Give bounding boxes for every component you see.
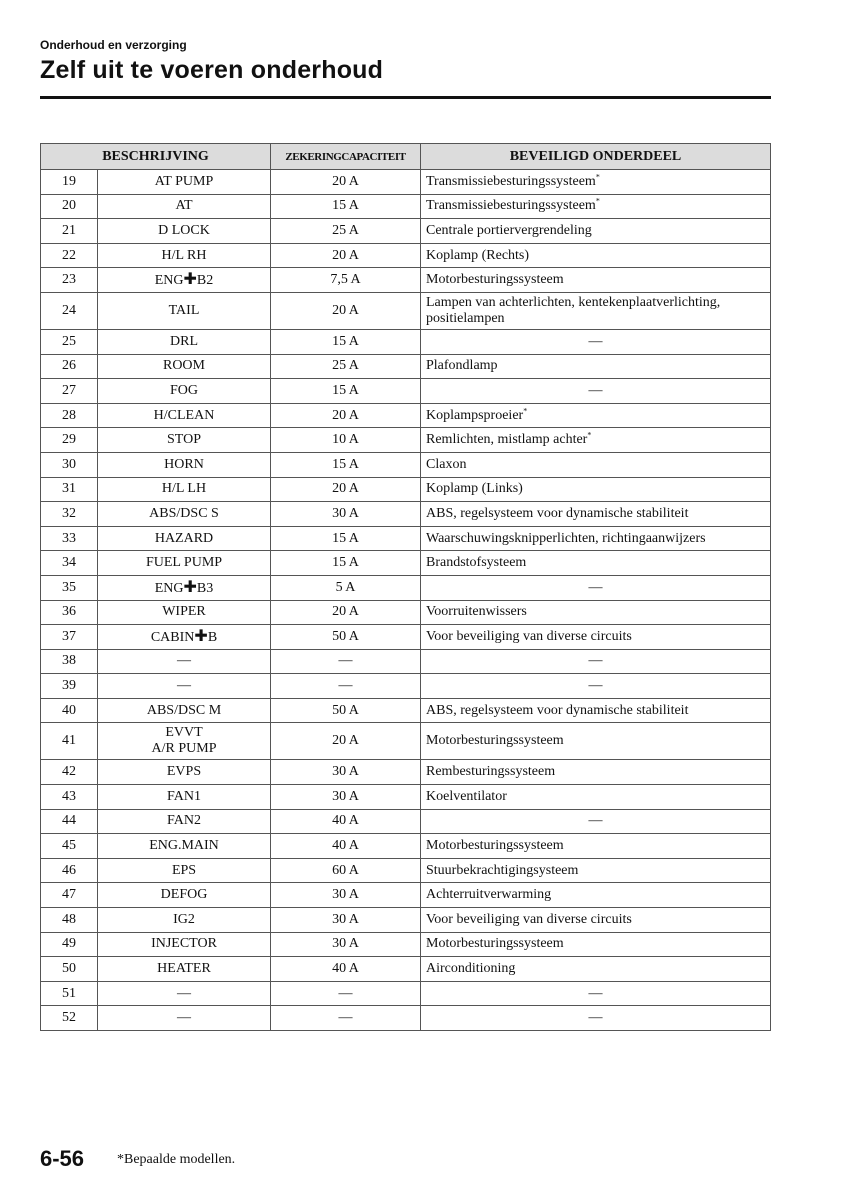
- protected-part: [421, 292, 771, 329]
- fuse-number: 24: [41, 292, 98, 329]
- fuse-description-line: INJECTOR: [151, 936, 217, 952]
- protected-part: [421, 268, 771, 293]
- protected-part: [421, 883, 771, 908]
- fuse-description: [98, 957, 271, 982]
- fuse-description: [98, 452, 271, 477]
- fuse-number: 35: [41, 575, 98, 600]
- fuse-capacity: 15 A: [271, 194, 421, 219]
- protected-part-line: [426, 912, 770, 928]
- table-row: [41, 908, 771, 933]
- protected-part: [421, 194, 771, 219]
- fuse-description: [98, 379, 271, 404]
- protected-part-text: Rembesturingssysteem: [426, 764, 556, 780]
- fuse-capacity: —: [271, 674, 421, 699]
- protected-part: [421, 428, 771, 453]
- protected-part-text: Motorbesturingssysteem: [426, 733, 564, 749]
- fuse-description: [98, 329, 271, 354]
- fuse-description-line: DRL: [170, 333, 198, 349]
- fuse-capacity: 40 A: [271, 957, 421, 982]
- footnote: *Bepaalde modellen.: [117, 1152, 236, 1167]
- protected-part-line: [426, 629, 770, 645]
- protected-part-line: [426, 405, 770, 424]
- fuse-description-line: EPS: [171, 862, 197, 878]
- protected-part-line: [426, 887, 770, 903]
- fuse-description-line: ENG✚B3: [154, 576, 214, 596]
- protected-part-text: Motorbesturingssysteem: [426, 838, 564, 854]
- protected-part-text: Koelventilator: [426, 788, 507, 804]
- fuse-capacity: 7,5 A: [271, 268, 421, 293]
- fuse-number: 27: [41, 379, 98, 404]
- fuse-capacity: 15 A: [271, 329, 421, 354]
- fuse-description: [98, 170, 271, 195]
- table-row: [41, 981, 771, 1006]
- protected-part: [421, 551, 771, 576]
- fuse-capacity: 5 A: [271, 575, 421, 600]
- protected-part-line: [426, 531, 770, 547]
- protected-part-line: [426, 961, 770, 977]
- fuse-description: [98, 809, 271, 834]
- table-row: [41, 625, 771, 650]
- fuse-description-line: AT PUMP: [154, 173, 214, 189]
- fuse-description: [98, 674, 271, 699]
- fuse-capacity: 40 A: [271, 809, 421, 834]
- protected-part-text: —: [588, 382, 603, 398]
- protected-part-line: [426, 506, 770, 522]
- protected-part-text: Motorbesturingssysteem: [426, 936, 564, 952]
- fuse-capacity: 10 A: [271, 428, 421, 453]
- table-row: [41, 194, 771, 219]
- protected-part-line: [426, 457, 770, 473]
- protected-part: [421, 452, 771, 477]
- protected-part-line: [426, 198, 770, 214]
- table-row: [41, 292, 771, 329]
- fuse-number: 31: [41, 477, 98, 502]
- fuse-capacity: 20 A: [271, 477, 421, 502]
- protected-part-line: [421, 986, 770, 1002]
- fuse-capacity: 30 A: [271, 502, 421, 527]
- table-row: [41, 575, 771, 600]
- fuse-number: 47: [41, 883, 98, 908]
- protected-part: [421, 723, 771, 760]
- fuse-number: 34: [41, 551, 98, 576]
- fuse-number: 36: [41, 600, 98, 625]
- table-row: [41, 600, 771, 625]
- fuse-number: 37: [41, 625, 98, 650]
- fuse-description-line: HAZARD: [154, 530, 214, 546]
- protected-part: [421, 809, 771, 834]
- protected-part: [421, 858, 771, 883]
- fuse-description-line: TAIL: [168, 302, 200, 318]
- protected-part-line: [426, 223, 770, 239]
- protected-part-line: [426, 295, 770, 311]
- fuse-description: [98, 243, 271, 268]
- fuse-capacity: 15 A: [271, 551, 421, 576]
- fuse-description: [98, 551, 271, 576]
- fuse-number: 33: [41, 526, 98, 551]
- protected-part-text: Koplampsproeier: [426, 407, 524, 423]
- fuse-description-line: EVPS: [166, 764, 202, 780]
- table-header-row: [41, 144, 771, 170]
- footnote-asterisk: *: [587, 430, 592, 440]
- fuse-description: [98, 219, 271, 244]
- fuse-number: 44: [41, 809, 98, 834]
- table-row: [41, 883, 771, 908]
- fuse-description: [98, 502, 271, 527]
- protected-part: [421, 219, 771, 244]
- fuse-number: 20: [41, 194, 98, 219]
- protected-part-line: [426, 789, 770, 805]
- table-row: [41, 809, 771, 834]
- fuse-description-line: DEFOG: [160, 887, 208, 903]
- table-row: [41, 649, 771, 674]
- protected-part: [421, 760, 771, 785]
- protected-part: [421, 477, 771, 502]
- protected-part-text: Transmissiebesturingssysteem: [426, 198, 596, 214]
- column-header-description: BESCHRIJVING: [41, 144, 271, 170]
- fuse-capacity: —: [271, 1006, 421, 1031]
- table-row: [41, 834, 771, 859]
- fuse-description: [98, 785, 271, 810]
- protected-part-line: [421, 580, 770, 596]
- fuse-description-line: A/R PUMP: [151, 741, 217, 757]
- fuse-description: [98, 1006, 271, 1031]
- table-row: [41, 858, 771, 883]
- protected-part-text: Stuurbekrachtigingsysteem: [426, 862, 579, 878]
- protected-part-line: [421, 334, 770, 350]
- title-rule: [40, 96, 771, 99]
- fuse-description-line: —: [177, 1010, 191, 1026]
- protected-part-line: [426, 733, 770, 749]
- protected-part-text: Achterruitverwarming: [426, 887, 552, 903]
- fuse-description-line: —: [177, 653, 191, 669]
- fuse-description: [98, 292, 271, 329]
- fuse-number: 49: [41, 932, 98, 957]
- protected-part-text: Brandstofsysteem: [426, 555, 527, 571]
- table-row: [41, 723, 771, 760]
- fuse-table: [40, 143, 771, 1031]
- table-row: [41, 403, 771, 428]
- fuse-description-line: AT: [175, 198, 193, 214]
- protected-part-text: Remlichten, mistlamp achter: [426, 432, 588, 448]
- fuse-capacity: 20 A: [271, 243, 421, 268]
- fuse-number: 51: [41, 981, 98, 1006]
- table-row: [41, 526, 771, 551]
- protected-part: [421, 785, 771, 810]
- protected-part-text: —: [588, 678, 603, 694]
- table-row: [41, 170, 771, 195]
- table-row: [41, 785, 771, 810]
- protected-part: [421, 981, 771, 1006]
- protected-part-line: [426, 248, 770, 264]
- fuse-description-line: CABIN✚B: [150, 625, 218, 645]
- protected-part: [421, 526, 771, 551]
- fuse-capacity: 50 A: [271, 625, 421, 650]
- fuse-number: 43: [41, 785, 98, 810]
- fuse-number: 45: [41, 834, 98, 859]
- fuse-capacity: 60 A: [271, 858, 421, 883]
- table-row: [41, 354, 771, 379]
- fuse-number: 21: [41, 219, 98, 244]
- fuse-description-line: H/L RH: [161, 247, 207, 263]
- protected-part-text: —: [588, 579, 603, 595]
- table-row: [41, 502, 771, 527]
- protected-part: [421, 170, 771, 195]
- fuse-description: [98, 698, 271, 723]
- fuse-number: 30: [41, 452, 98, 477]
- protected-part-text: Voor beveiliging van diverse circuits: [426, 628, 632, 644]
- fuse-description: [98, 428, 271, 453]
- table-row: [41, 932, 771, 957]
- protected-part-line: [426, 863, 770, 879]
- protected-part-text: Voorruitenwissers: [426, 604, 527, 620]
- fuse-description: [98, 403, 271, 428]
- protected-part-text: Lampen van achterlichten, kentekenplaatverlichting,: [426, 294, 721, 310]
- section-label: Onderhoud en verzorging: [40, 38, 187, 52]
- protected-part: [421, 625, 771, 650]
- fuse-number: 28: [41, 403, 98, 428]
- fuse-description: [98, 268, 271, 293]
- footnote-asterisk: *: [595, 196, 600, 206]
- plus-icon: ✚: [183, 269, 197, 289]
- protected-part-text: Centrale portiervergrendeling: [426, 222, 592, 238]
- fuse-description-line: HEATER: [157, 961, 211, 977]
- protected-part-text: ABS, regelsysteem voor dynamische stabiliteit: [426, 702, 689, 718]
- protected-part-text: Airconditioning: [426, 961, 516, 977]
- fuse-description-line: HORN: [164, 456, 204, 472]
- table-row: [41, 379, 771, 404]
- plus-icon: ✚: [183, 576, 197, 596]
- fuse-capacity: 20 A: [271, 403, 421, 428]
- fuse-description: [98, 526, 271, 551]
- fuse-description-line: ABS/DSC M: [146, 702, 222, 718]
- fuse-description: [98, 981, 271, 1006]
- protected-part-text: —: [588, 985, 603, 1001]
- protected-part: [421, 1006, 771, 1031]
- fuse-description-line: EVVT: [165, 725, 203, 741]
- fuse-table-body: [41, 170, 771, 1031]
- protected-part: [421, 649, 771, 674]
- fuse-description-line: —: [177, 678, 191, 694]
- fuse-description: [98, 477, 271, 502]
- fuse-capacity: 20 A: [271, 170, 421, 195]
- fuse-capacity: —: [271, 981, 421, 1006]
- protected-part: [421, 575, 771, 600]
- protected-part-line: [421, 813, 770, 829]
- protected-part: [421, 674, 771, 699]
- fuse-capacity: 30 A: [271, 883, 421, 908]
- protected-part: [421, 354, 771, 379]
- fuse-number: 42: [41, 760, 98, 785]
- fuse-number: 48: [41, 908, 98, 933]
- protected-part: [421, 698, 771, 723]
- fuse-number: 32: [41, 502, 98, 527]
- fuse-capacity: 20 A: [271, 292, 421, 329]
- protected-part: [421, 908, 771, 933]
- column-header-protected-part: BEVEILIGD ONDERDEEL: [421, 144, 771, 170]
- table-row: [41, 1006, 771, 1031]
- protected-part-line: [426, 481, 770, 497]
- table-row: [41, 698, 771, 723]
- fuse-number: 26: [41, 354, 98, 379]
- fuse-capacity: 25 A: [271, 354, 421, 379]
- protected-part-text: Voor beveiliging van diverse circuits: [426, 911, 632, 927]
- fuse-description: [98, 858, 271, 883]
- protected-part: [421, 932, 771, 957]
- fuse-description: [98, 194, 271, 219]
- protected-part-line: [426, 604, 770, 620]
- protected-part-line: [426, 432, 770, 448]
- fuse-number: 38: [41, 649, 98, 674]
- fuse-description-line: ROOM: [162, 358, 205, 374]
- fuse-description: [98, 834, 271, 859]
- protected-part-text: Claxon: [426, 456, 467, 472]
- table-row: [41, 268, 771, 293]
- protected-part-line: [426, 311, 770, 327]
- table-row: [41, 957, 771, 982]
- fuse-description-line: H/L LH: [161, 481, 207, 497]
- fuse-description: [98, 575, 271, 600]
- fuse-number: 52: [41, 1006, 98, 1031]
- fuse-description-line: WIPER: [162, 604, 206, 620]
- protected-part: [421, 403, 771, 428]
- fuse-description: [98, 932, 271, 957]
- protected-part-text: ABS, regelsysteem voor dynamische stabiliteit: [426, 505, 689, 521]
- protected-part-text: Transmissiebesturingssysteem: [426, 173, 596, 189]
- protected-part-text: Koplamp (Links): [426, 481, 523, 497]
- table-row: [41, 243, 771, 268]
- fuse-capacity: 40 A: [271, 834, 421, 859]
- page-number: 6-56: [40, 1146, 85, 1171]
- fuse-number: 50: [41, 957, 98, 982]
- protected-part-text: positielampen: [426, 310, 505, 326]
- protected-part-line: [426, 555, 770, 571]
- fuse-description: [98, 723, 271, 760]
- protected-part-line: [421, 1010, 770, 1026]
- protected-part-text: Waarschuwingsknipperlichten, richtingaanwijzers: [426, 530, 706, 546]
- fuse-description: [98, 649, 271, 674]
- fuse-description-line: D LOCK: [158, 222, 210, 238]
- fuse-description-line: ENG.MAIN: [149, 838, 219, 854]
- fuse-description-line: FUEL PUMP: [145, 555, 223, 571]
- column-header-capacity: ZEKERINGCAPACITEIT: [271, 144, 421, 170]
- fuse-description: [98, 625, 271, 650]
- protected-part: [421, 502, 771, 527]
- fuse-number: 22: [41, 243, 98, 268]
- fuse-capacity: 20 A: [271, 723, 421, 760]
- protected-part-line: [426, 358, 770, 374]
- fuse-number: 23: [41, 268, 98, 293]
- fuse-capacity: 30 A: [271, 932, 421, 957]
- protected-part-line: [426, 838, 770, 854]
- protected-part-line: [421, 678, 770, 694]
- fuse-description: [98, 883, 271, 908]
- fuse-number: 19: [41, 170, 98, 195]
- fuse-description: [98, 908, 271, 933]
- fuse-description-line: FAN1: [167, 788, 201, 804]
- fuse-capacity: 25 A: [271, 219, 421, 244]
- fuse-number: 39: [41, 674, 98, 699]
- fuse-capacity: —: [271, 649, 421, 674]
- table-row: [41, 428, 771, 453]
- fuse-number: 40: [41, 698, 98, 723]
- protected-part-line: [426, 703, 770, 719]
- fuse-capacity: 30 A: [271, 760, 421, 785]
- protected-part-line: [421, 653, 770, 669]
- protected-part: [421, 834, 771, 859]
- protected-part-line: [426, 764, 770, 780]
- protected-part-text: Koplamp (Rechts): [426, 247, 530, 263]
- fuse-description-line: —: [177, 985, 191, 1001]
- table-row: [41, 551, 771, 576]
- protected-part-line: [426, 936, 770, 952]
- fuse-capacity: 15 A: [271, 452, 421, 477]
- table-row: [41, 477, 771, 502]
- footnote-asterisk: *: [595, 172, 600, 182]
- protected-part: [421, 243, 771, 268]
- fuse-number: 29: [41, 428, 98, 453]
- fuse-capacity: 15 A: [271, 379, 421, 404]
- fuse-description-line: ABS/DSC S: [149, 505, 219, 521]
- fuse-number: 41: [41, 723, 98, 760]
- fuse-capacity: 15 A: [271, 526, 421, 551]
- fuse-description: [98, 760, 271, 785]
- fuse-description-line: H/CLEAN: [153, 407, 215, 423]
- fuse-capacity: 20 A: [271, 600, 421, 625]
- fuse-description-line: ENG✚B2: [154, 269, 214, 289]
- fuse-description-line: STOP: [167, 432, 201, 448]
- table-row: [41, 219, 771, 244]
- table-row: [41, 674, 771, 699]
- protected-part: [421, 600, 771, 625]
- table-row: [41, 760, 771, 785]
- fuse-description-line: FAN2: [167, 813, 201, 829]
- fuse-description: [98, 600, 271, 625]
- table-row: [41, 452, 771, 477]
- fuse-description-line: FOG: [169, 382, 198, 398]
- fuse-number: 46: [41, 858, 98, 883]
- table-row: [41, 329, 771, 354]
- protected-part: [421, 329, 771, 354]
- protected-part-text: Motorbesturingssysteem: [426, 272, 564, 288]
- fuse-number: 25: [41, 329, 98, 354]
- fuse-description-line: IG2: [173, 911, 195, 927]
- protected-part-line: [426, 174, 770, 190]
- protected-part-line: [421, 383, 770, 399]
- protected-part: [421, 379, 771, 404]
- plus-icon: ✚: [194, 625, 208, 645]
- fuse-description: [98, 354, 271, 379]
- fuse-capacity: 30 A: [271, 785, 421, 810]
- fuse-capacity: 30 A: [271, 908, 421, 933]
- page-title: Zelf uit te voeren onderhoud: [40, 56, 384, 84]
- protected-part-text: —: [588, 1010, 603, 1026]
- protected-part-line: [426, 272, 770, 288]
- protected-part-text: —: [588, 653, 603, 669]
- protected-part-text: Plafondlamp: [426, 358, 498, 374]
- footnote-asterisk: *: [523, 405, 528, 415]
- protected-part-text: —: [588, 813, 603, 829]
- protected-part: [421, 957, 771, 982]
- fuse-capacity: 50 A: [271, 698, 421, 723]
- protected-part-text: —: [588, 333, 603, 349]
